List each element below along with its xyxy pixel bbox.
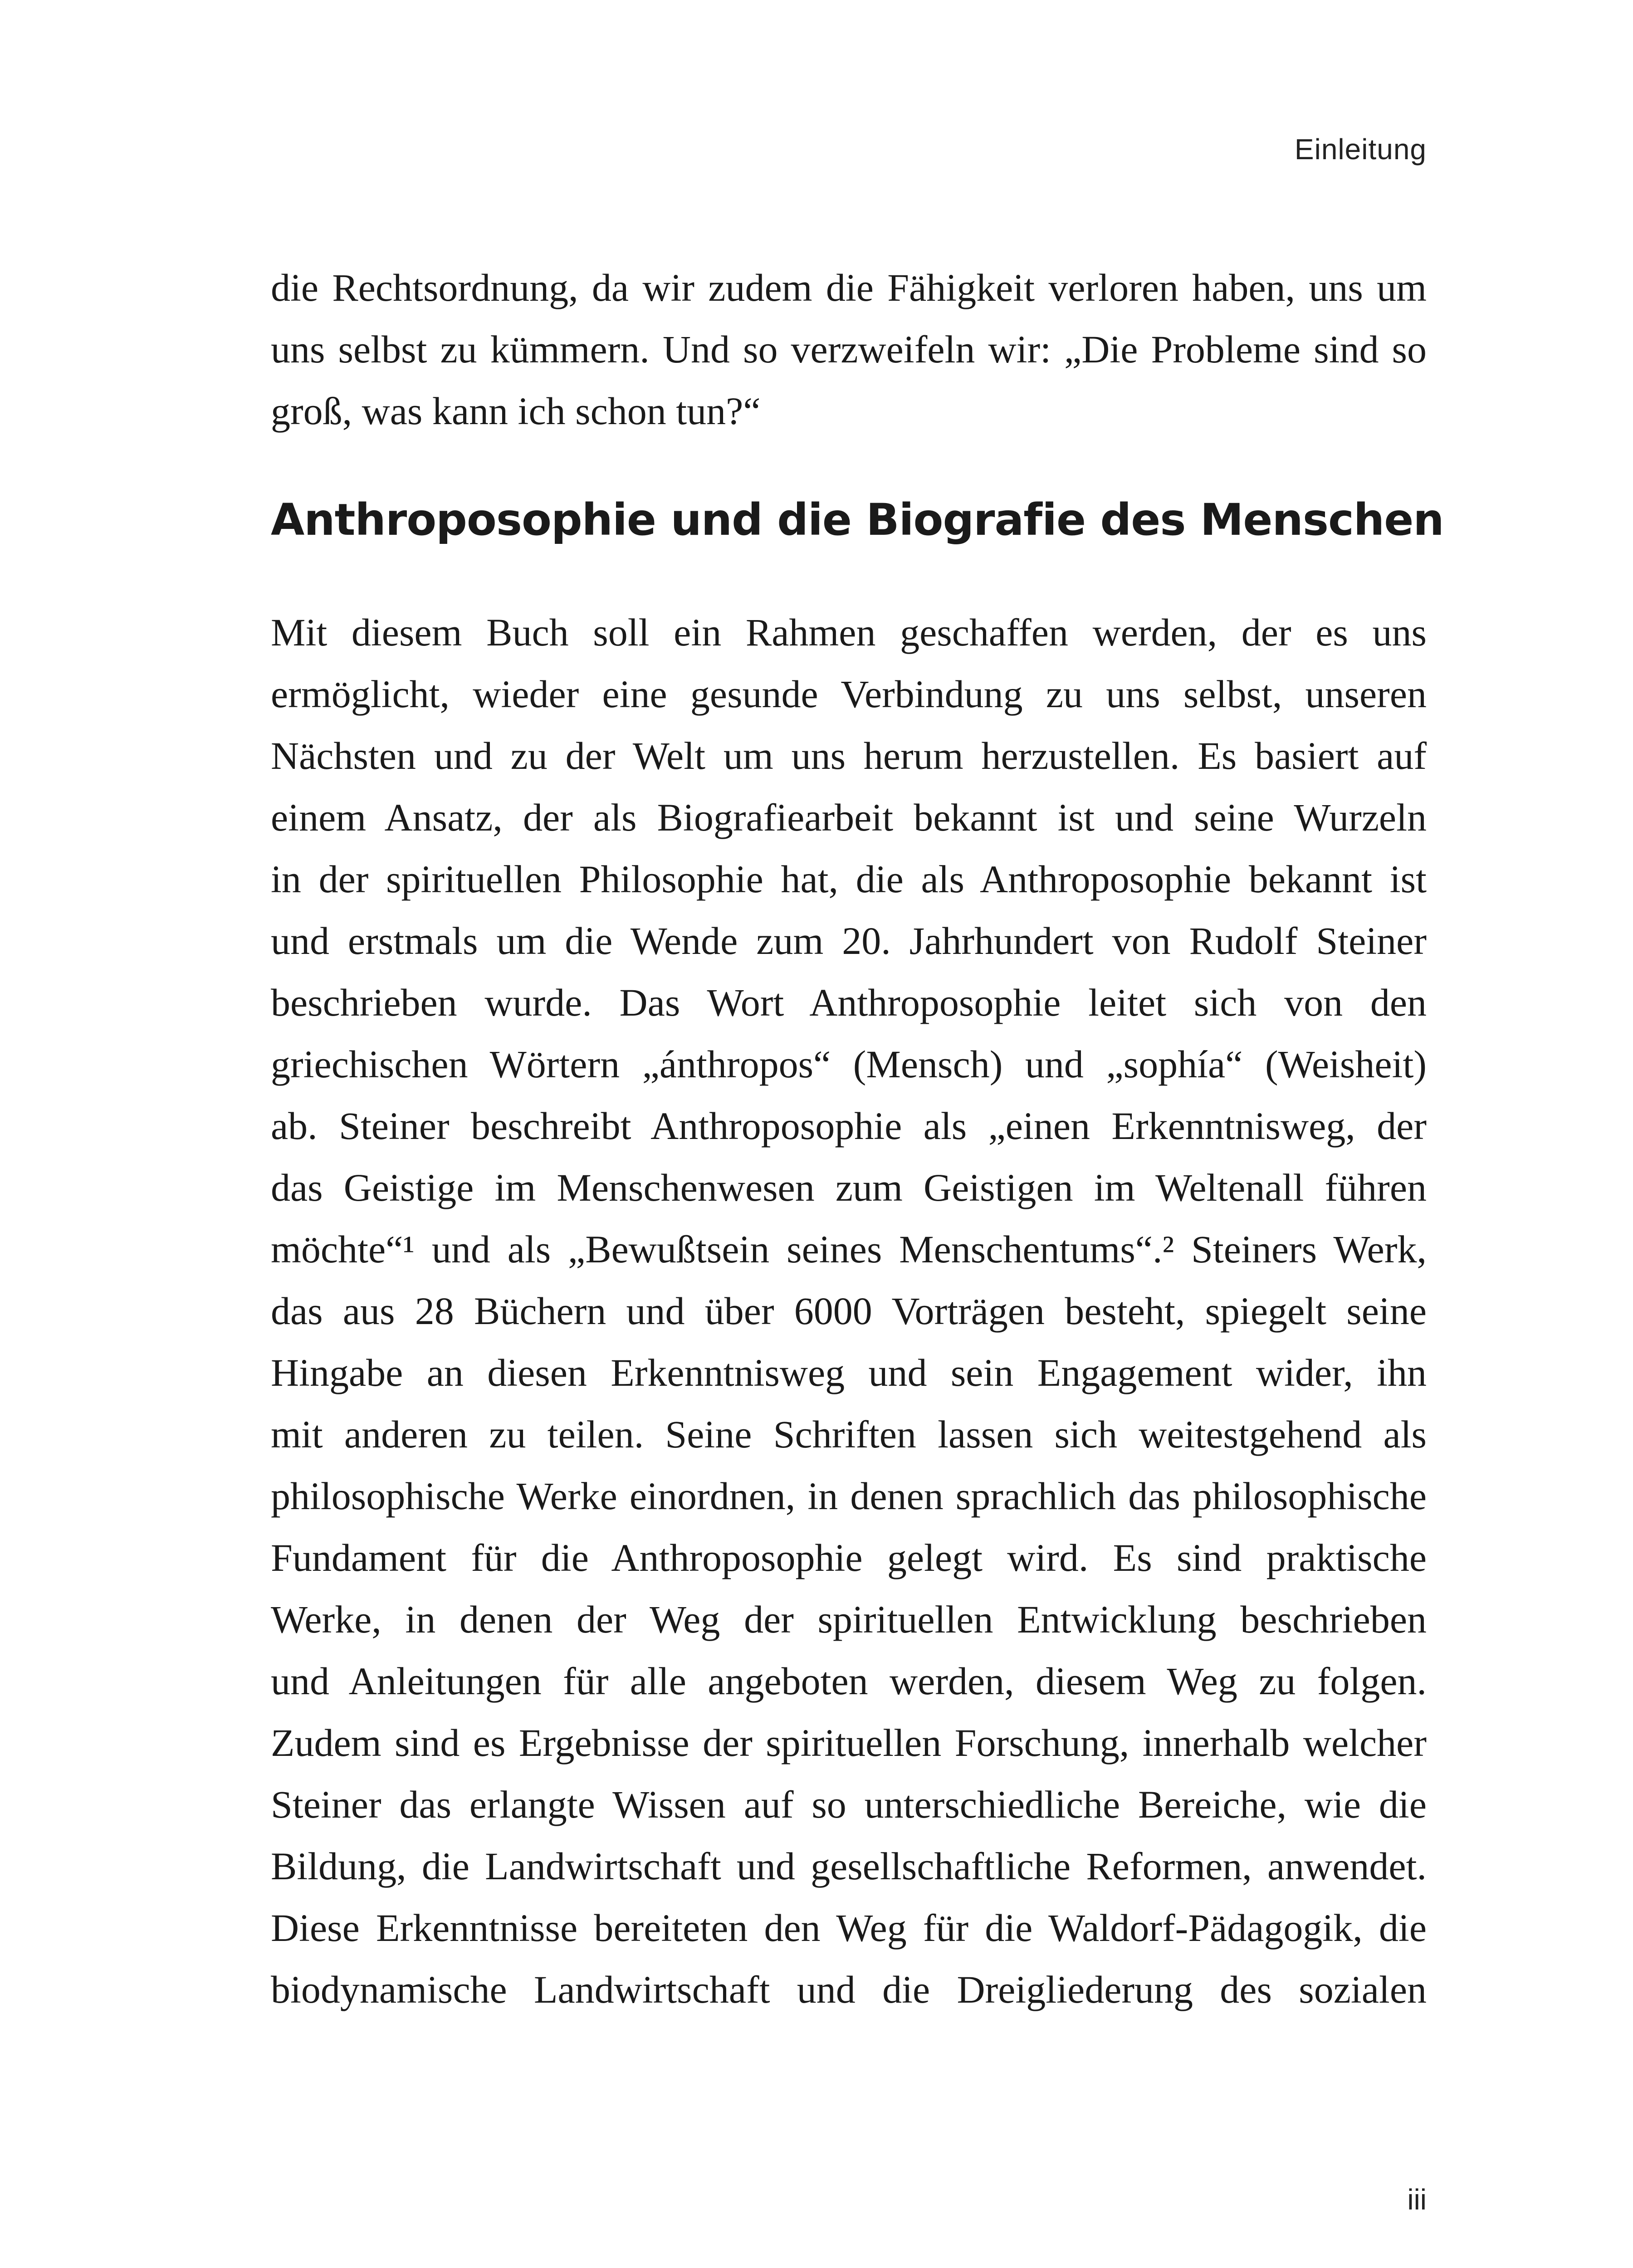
text-line: philosophische Werke einordnen, in denen sprachlich das philosophische bbox=[271, 1474, 1427, 1518]
text-line: groß, was kann ich schon tun?“ bbox=[271, 389, 761, 433]
text-line: ab. Steiner beschreibt Anthroposophie als „einen Erkenntnisweg, der bbox=[271, 1104, 1427, 1148]
text-line: die Rechtsordnung, da wir zudem die Fähigkeit verloren haben, uns um bbox=[271, 266, 1427, 309]
text-line: Bildung, die Landwirtschaft und gesellschaftliche Reformen, anwendet. bbox=[271, 1844, 1427, 1888]
text-line: ermöglicht, wieder eine gesunde Verbindung zu uns selbst, unseren bbox=[271, 672, 1427, 716]
text-line: in der spirituellen Philosophie hat, die als Anthroposophie bekannt ist bbox=[271, 857, 1427, 901]
text-line: Hingabe an diesen Erkenntnisweg und sein Engagement wider, ihn bbox=[271, 1351, 1427, 1394]
text-line: Steiner das erlangte Wissen auf so unterschiedliche Bereiche, wie die bbox=[271, 1783, 1427, 1826]
text-line: möchte“¹ und als „Bewußtsein seines Menschentums“.² Steiners Werk, bbox=[271, 1227, 1427, 1271]
page-number: iii bbox=[1407, 2183, 1427, 2216]
text-line: Zudem sind es Ergebnisse der spirituellen Forschung, innerhalb welcher bbox=[271, 1721, 1427, 1765]
text-line: biodynamische Landwirtschaft und die Dreigliederung des sozialen bbox=[271, 1968, 1427, 2011]
running-head: Einleitung bbox=[1294, 133, 1427, 166]
text-line: das Geistige im Menschenwesen zum Geistigen im Weltenall führen bbox=[271, 1166, 1427, 1209]
text-line: beschrieben wurde. Das Wort Anthroposophie leitet sich von den bbox=[271, 981, 1427, 1024]
text-line: Mit diesem Buch soll ein Rahmen geschaffen werden, der es uns bbox=[271, 611, 1427, 654]
text-line: das aus 28 Büchern und über 6000 Vorträgen besteht, spiegelt seine bbox=[271, 1289, 1427, 1333]
body-paragraph bbox=[271, 601, 1427, 2020]
text-line: und Anleitungen für alle angeboten werden, diesem Weg zu folgen. bbox=[271, 1659, 1427, 1703]
text-line: Diese Erkenntnisse bereiteten den Weg für die Waldorf-Pädagogik, die bbox=[271, 1906, 1427, 1950]
text-line: Werke, in denen der Weg der spirituellen Entwicklung beschrieben bbox=[271, 1598, 1427, 1641]
intro-paragraph bbox=[271, 257, 1427, 442]
section-heading: Anthroposophie und die Biografie des Menschen bbox=[271, 494, 1444, 545]
text-line: einem Ansatz, der als Biografiearbeit bekannt ist und seine Wurzeln bbox=[271, 796, 1427, 839]
text-line: griechischen Wörtern „ánthropos“ (Mensch) und „sophía“ (Weisheit) bbox=[271, 1042, 1427, 1086]
text-line: mit anderen zu teilen. Seine Schriften lassen sich weitestgehend als bbox=[271, 1413, 1427, 1456]
text-line: uns selbst zu kümmern. Und so verzweifeln wir: „Die Probleme sind so bbox=[271, 327, 1427, 371]
text-line: Fundament für die Anthroposophie gelegt wird. Es sind praktische bbox=[271, 1536, 1427, 1579]
text-line: und erstmals um die Wende zum 20. Jahrhundert von Rudolf Steiner bbox=[271, 919, 1427, 963]
text-line: Nächsten und zu der Welt um uns herum herzustellen. Es basiert auf bbox=[271, 734, 1427, 777]
